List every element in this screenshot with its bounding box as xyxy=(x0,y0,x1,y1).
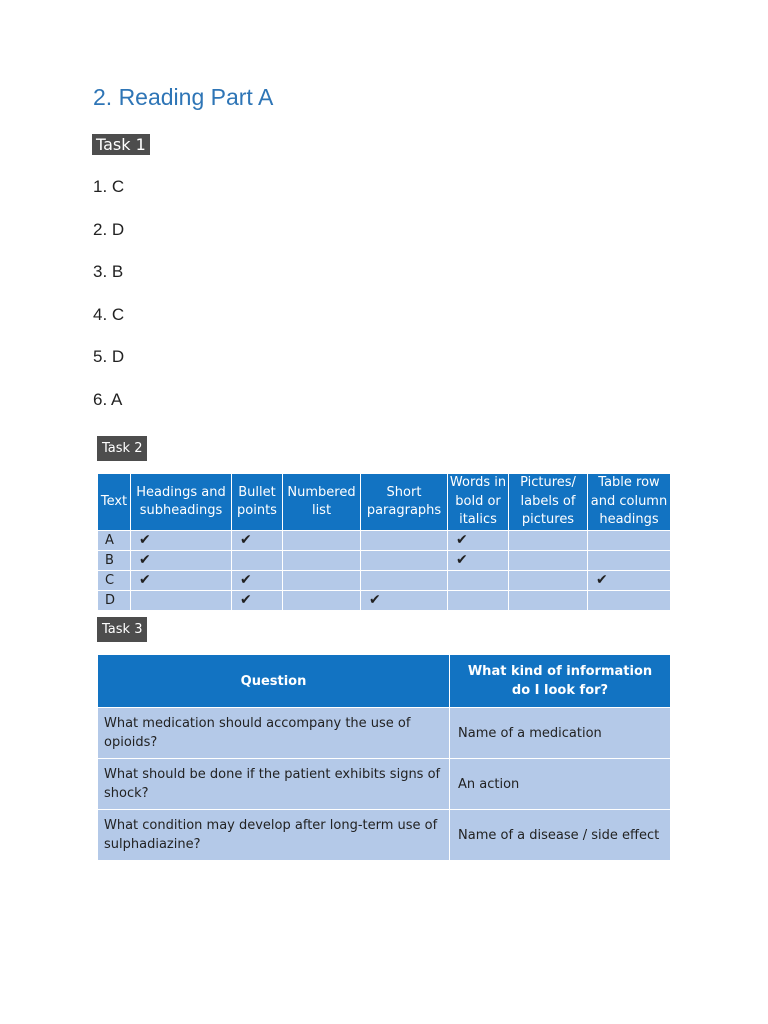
answer-cell: Name of a medication xyxy=(450,708,671,759)
check-cell xyxy=(232,591,283,611)
checkmark-icon: ✔ xyxy=(240,572,252,588)
row-label-cell: B xyxy=(98,551,131,571)
check-cell xyxy=(232,531,283,551)
table-row xyxy=(98,551,671,571)
checkmark-icon: ✔ xyxy=(240,592,252,608)
list-item: 1. C xyxy=(93,177,125,196)
empty-cell xyxy=(283,571,361,591)
list-item: 3. B xyxy=(93,262,124,281)
checkmark-icon: ✔ xyxy=(139,552,151,568)
check-cell xyxy=(361,591,448,611)
table-header-row xyxy=(98,474,671,531)
column-header-table-headings: Table row and column headings xyxy=(588,474,671,531)
empty-cell xyxy=(361,551,448,571)
column-header-pictures: Pictures/ labels of pictures xyxy=(509,474,588,531)
column-header-short-paragraphs: Short paragraphs xyxy=(361,474,448,531)
checkmark-icon: ✔ xyxy=(369,592,381,608)
row-label-cell: C xyxy=(98,571,131,591)
check-cell xyxy=(232,571,283,591)
checkmark-icon: ✔ xyxy=(139,532,151,548)
column-header-question: Question xyxy=(98,655,450,708)
task-2-table xyxy=(97,473,671,611)
checkmark-icon: ✔ xyxy=(139,572,151,588)
list-item: 6. A xyxy=(93,389,123,409)
checkmark-icon: ✔ xyxy=(240,532,252,548)
column-header-information: What kind of information do I look for? xyxy=(450,655,671,708)
table-row xyxy=(98,759,671,810)
checkmark-icon: ✔ xyxy=(456,532,468,548)
empty-cell xyxy=(131,591,232,611)
task-2-label: Task 2 xyxy=(97,436,147,461)
empty-cell xyxy=(361,531,448,551)
column-header-bold-italics: Words in bold or italics xyxy=(448,474,509,531)
task-3-table xyxy=(97,654,671,861)
table-row xyxy=(98,708,671,759)
empty-cell xyxy=(509,531,588,551)
list-item: 2. D xyxy=(93,219,125,239)
answer-cell: Name of a disease / side effect xyxy=(450,810,671,861)
column-header-text: Text xyxy=(98,474,131,531)
empty-cell xyxy=(283,551,361,571)
empty-cell xyxy=(283,591,361,611)
row-label-cell: A xyxy=(98,531,131,551)
task-3-label: Task 3 xyxy=(97,617,147,642)
empty-cell xyxy=(448,591,509,611)
checkmark-icon: ✔ xyxy=(456,552,468,568)
empty-cell xyxy=(509,571,588,591)
check-cell xyxy=(588,571,671,591)
task-1-answer-list xyxy=(93,177,124,432)
empty-cell xyxy=(232,551,283,571)
checkmark-icon: ✔ xyxy=(596,572,608,588)
empty-cell xyxy=(448,571,509,591)
empty-cell xyxy=(588,591,671,611)
table-row xyxy=(98,531,671,551)
question-cell: What should be done if the patient exhibits signs of shock? xyxy=(98,759,450,810)
table-row xyxy=(98,810,671,861)
table-row xyxy=(98,591,671,611)
question-cell: What condition may develop after long-term use of sulphadiazine? xyxy=(98,810,450,861)
empty-cell xyxy=(509,591,588,611)
column-header-headings: Headings and subheadings xyxy=(131,474,232,531)
page-title: 2. Reading Part A xyxy=(93,84,274,110)
empty-cell xyxy=(361,571,448,591)
check-cell xyxy=(448,551,509,571)
empty-cell xyxy=(588,531,671,551)
row-label-cell: D xyxy=(98,591,131,611)
list-item: 4. C xyxy=(93,304,125,324)
check-cell xyxy=(131,571,232,591)
task-1-label: Task 1 xyxy=(92,134,150,155)
table-header-row xyxy=(98,655,671,708)
question-cell: What medication should accompany the use of opioids? xyxy=(98,708,450,759)
empty-cell xyxy=(283,531,361,551)
column-header-bullet-points: Bullet points xyxy=(232,474,283,531)
check-cell xyxy=(448,531,509,551)
table-row xyxy=(98,571,671,591)
list-item: 5. D xyxy=(93,347,125,366)
column-header-numbered-list: Numbered list xyxy=(283,474,361,531)
empty-cell xyxy=(588,551,671,571)
answer-cell: An action xyxy=(450,759,671,810)
empty-cell xyxy=(509,551,588,571)
check-cell xyxy=(131,551,232,571)
check-cell xyxy=(131,531,232,551)
